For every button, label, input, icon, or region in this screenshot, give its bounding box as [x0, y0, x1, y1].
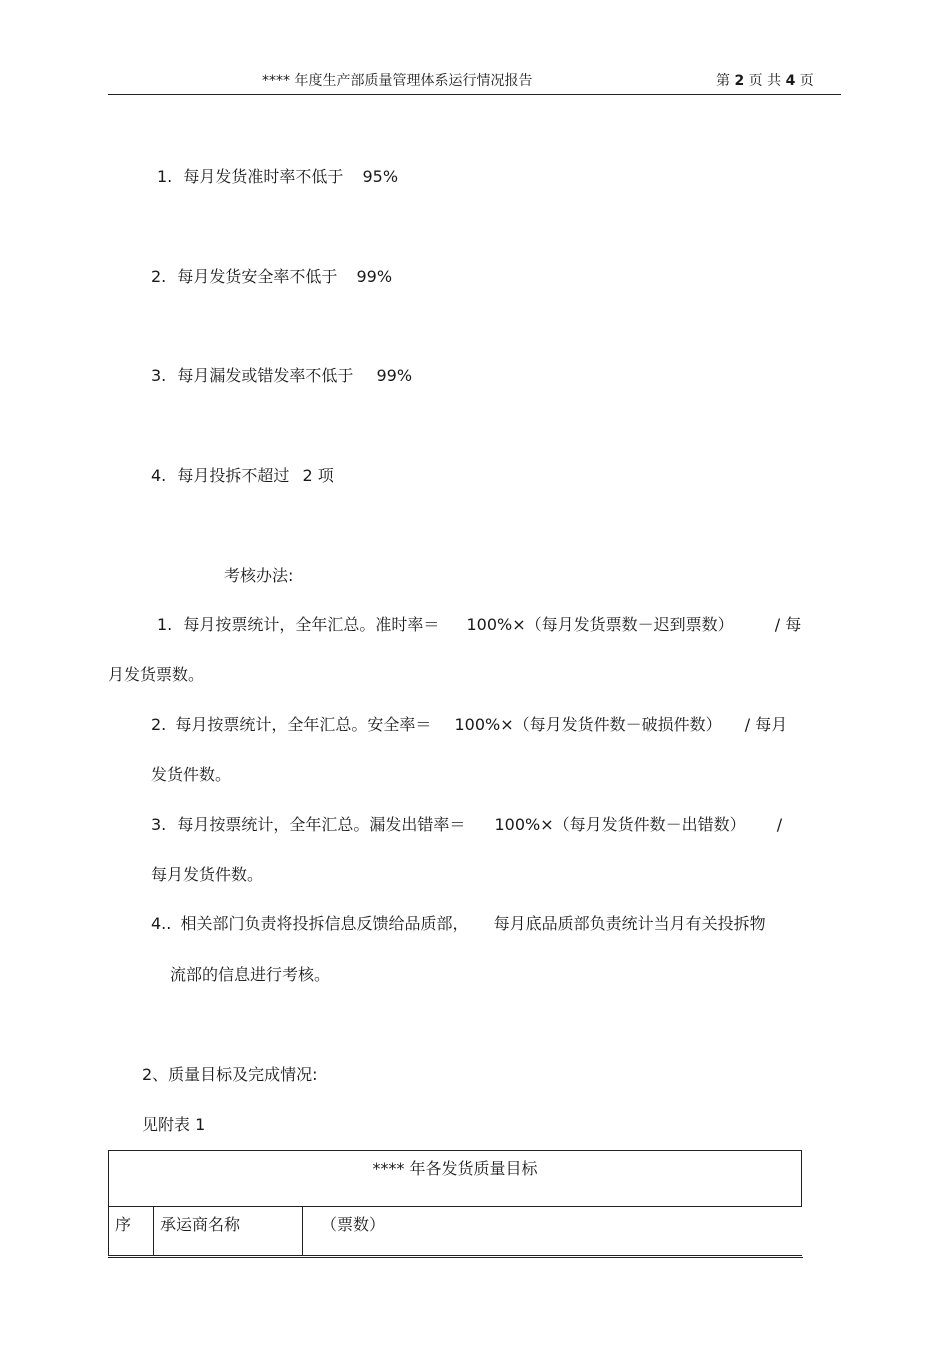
page-total: 4 — [785, 73, 796, 89]
target-value: 99% — [356, 267, 393, 286]
assessment-item-1-line2: 月发货票数。 — [108, 665, 205, 684]
page-mid: 页 共 — [748, 73, 782, 89]
assessment-item-3-line2: 每月发货件数。 — [151, 865, 264, 884]
assessment-text: 每月按票统计，全年汇总。漏发出错率＝ — [177, 815, 466, 834]
target-item-1 — [157, 167, 398, 187]
assessment-item-2-line1 — [151, 715, 787, 735]
target-item-4 — [151, 466, 334, 486]
assessment-text-tail: / 每 — [774, 615, 802, 634]
table-header-index: 序 — [109, 1207, 154, 1256]
target-num: 4. — [151, 466, 167, 485]
assessment-num: 3. — [151, 815, 167, 834]
header-title: **** 年度生产部质量管理体系运行情况报告 — [262, 73, 533, 89]
target-text: 每月投拆不超过 — [177, 466, 290, 485]
assessment-item-4-line2: 流部的信息进行考核。 — [170, 965, 331, 984]
target-text: 每月漏发或错发率不低于 — [177, 366, 354, 385]
table-title: **** 年各发货质量目标 — [109, 1151, 802, 1207]
target-value: 2 项 — [302, 466, 334, 485]
quality-goal-table — [108, 1150, 802, 1256]
assessment-item-3-line1 — [151, 815, 782, 835]
target-value: 95% — [362, 167, 399, 186]
assessment-text-tail: / — [776, 815, 783, 834]
section2-heading: 2、质量目标及完成情况: — [142, 1065, 318, 1084]
assessment-heading: 考核办法: — [224, 566, 294, 585]
target-num: 1. — [157, 167, 173, 186]
target-item-2 — [151, 267, 392, 287]
assessment-text: 每月按票统计，全年汇总。准时率＝ — [183, 615, 440, 634]
assessment-formula: 100%×（每月发货件数－出错数） — [494, 815, 746, 834]
assessment-text: 每月按票统计，全年汇总。安全率＝ — [175, 715, 432, 734]
assessment-item-4-line1 — [151, 914, 766, 934]
page-suffix: 页 — [799, 73, 814, 89]
table-bottom-rule — [108, 1257, 803, 1258]
header-divider — [108, 94, 841, 95]
header-page-indicator — [716, 72, 814, 90]
assessment-formula: 100%×（每月发货票数－迟到票数） — [466, 615, 734, 634]
target-text: 每月发货准时率不低于 — [183, 167, 344, 186]
target-text: 每月发货安全率不低于 — [177, 267, 338, 286]
assessment-formula: 100%×（每月发货件数－破损件数） — [454, 715, 722, 734]
target-value: 99% — [376, 366, 413, 385]
page-current: 2 — [734, 73, 745, 89]
assessment-num: 4.. — [151, 914, 172, 933]
target-item-3 — [151, 366, 412, 386]
assessment-text: 相关部门负责将投拆信息反馈给品质部， — [180, 914, 469, 933]
assessment-text-tail: / 每月 — [744, 715, 788, 734]
target-num: 3. — [151, 366, 167, 385]
table-header-tickets: （票数） — [303, 1207, 802, 1256]
assessment-item-1-line1 — [157, 615, 801, 635]
assessment-item-2-line2: 发货件数。 — [151, 765, 232, 784]
assessment-text-continued: 每月底品质部负责统计当月有关投拆物 — [493, 914, 766, 933]
table-header-carrier: 承运商名称 — [154, 1207, 303, 1256]
assessment-num: 2. — [151, 715, 167, 734]
see-table-reference: 见附表 1 — [142, 1115, 206, 1134]
page-prefix: 第 — [716, 73, 730, 89]
target-num: 2. — [151, 267, 167, 286]
assessment-num: 1. — [157, 615, 173, 634]
